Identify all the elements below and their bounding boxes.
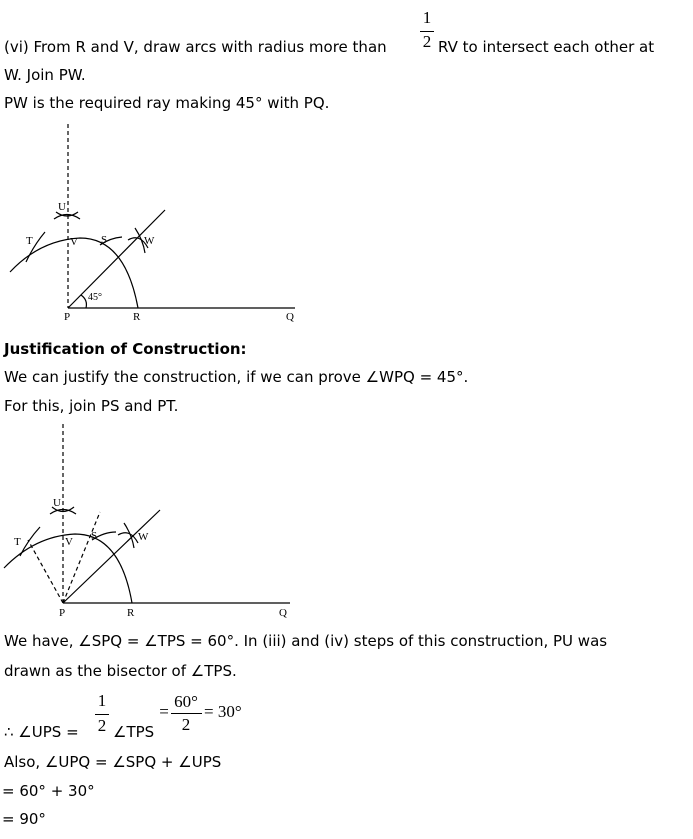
segment-pt-dashed <box>28 540 63 603</box>
ups-fraction-numerator: 1 <box>97 691 107 710</box>
reasoning-line2: drawn as the bisector of ∠TPS. <box>4 662 237 680</box>
step-vi-prefix: (vi) From R and V, draw arcs with radius more than <box>4 38 387 56</box>
arc-large <box>10 238 138 308</box>
label-p: P <box>59 607 66 619</box>
eq-fraction-denominator: 2 <box>181 715 191 734</box>
label-angle-45: 45° <box>88 292 102 303</box>
label-r: R <box>133 311 141 323</box>
label-q: Q <box>286 311 294 323</box>
reasoning-line1: We have, ∠SPQ = ∠TPS = 60°. In (iii) and (iv) steps of this construction, PU was <box>4 632 608 650</box>
eq-fraction-bar <box>171 713 202 714</box>
label-t: T <box>26 235 33 247</box>
label-u: U <box>58 201 66 213</box>
also-line: Also, ∠UPQ = ∠SPQ + ∠UPS <box>4 753 222 771</box>
justification-heading: Justification of Construction: <box>4 340 247 358</box>
label-v: V <box>65 536 73 548</box>
ups-fraction-bar <box>95 714 109 715</box>
eq-fraction-numerator: 60° <box>174 692 198 711</box>
sum-line: = 60° + 30° <box>2 782 95 800</box>
justification-line1: We can justify the construction, if we can prove ∠WPQ = 45°. <box>4 368 469 386</box>
construction-figure-2 <box>0 420 330 625</box>
step-vi-fraction-denominator: 2 <box>422 32 432 51</box>
ray-pw <box>63 510 160 603</box>
ups-tps: ∠TPS <box>113 723 155 741</box>
eq-prefix: = <box>159 702 169 721</box>
label-w: W <box>138 531 149 543</box>
label-s: S <box>91 530 98 542</box>
justification-line2: For this, join PS and PT. <box>4 397 179 415</box>
label-r: R <box>127 607 135 619</box>
segment-ps-dashed <box>63 512 100 603</box>
label-p: P <box>64 311 71 323</box>
angle-mark-45 <box>81 295 86 308</box>
label-s: S <box>101 234 108 246</box>
result-statement: PW is the required ray making 45° with PQ. <box>4 94 330 112</box>
construction-figure-1 <box>0 120 330 325</box>
label-v: V <box>70 236 78 248</box>
ups-prefix: ∴ ∠UPS = <box>4 723 79 741</box>
label-w: W <box>144 235 155 247</box>
label-u: U <box>53 497 61 509</box>
label-q: Q <box>279 607 287 619</box>
label-t: T <box>14 536 21 548</box>
step-vi-fraction-numerator: 1 <box>422 8 432 27</box>
ray-pw <box>68 210 165 308</box>
step-vi-line2: W. Join PW. <box>4 66 86 84</box>
final-result-line: = 90° <box>2 810 46 828</box>
step-vi-suffix: RV to intersect each other at <box>438 38 655 56</box>
ups-fraction-denominator: 2 <box>97 716 107 735</box>
arc-u-mark-1 <box>54 215 80 220</box>
eq-result: = 30° <box>204 702 242 721</box>
